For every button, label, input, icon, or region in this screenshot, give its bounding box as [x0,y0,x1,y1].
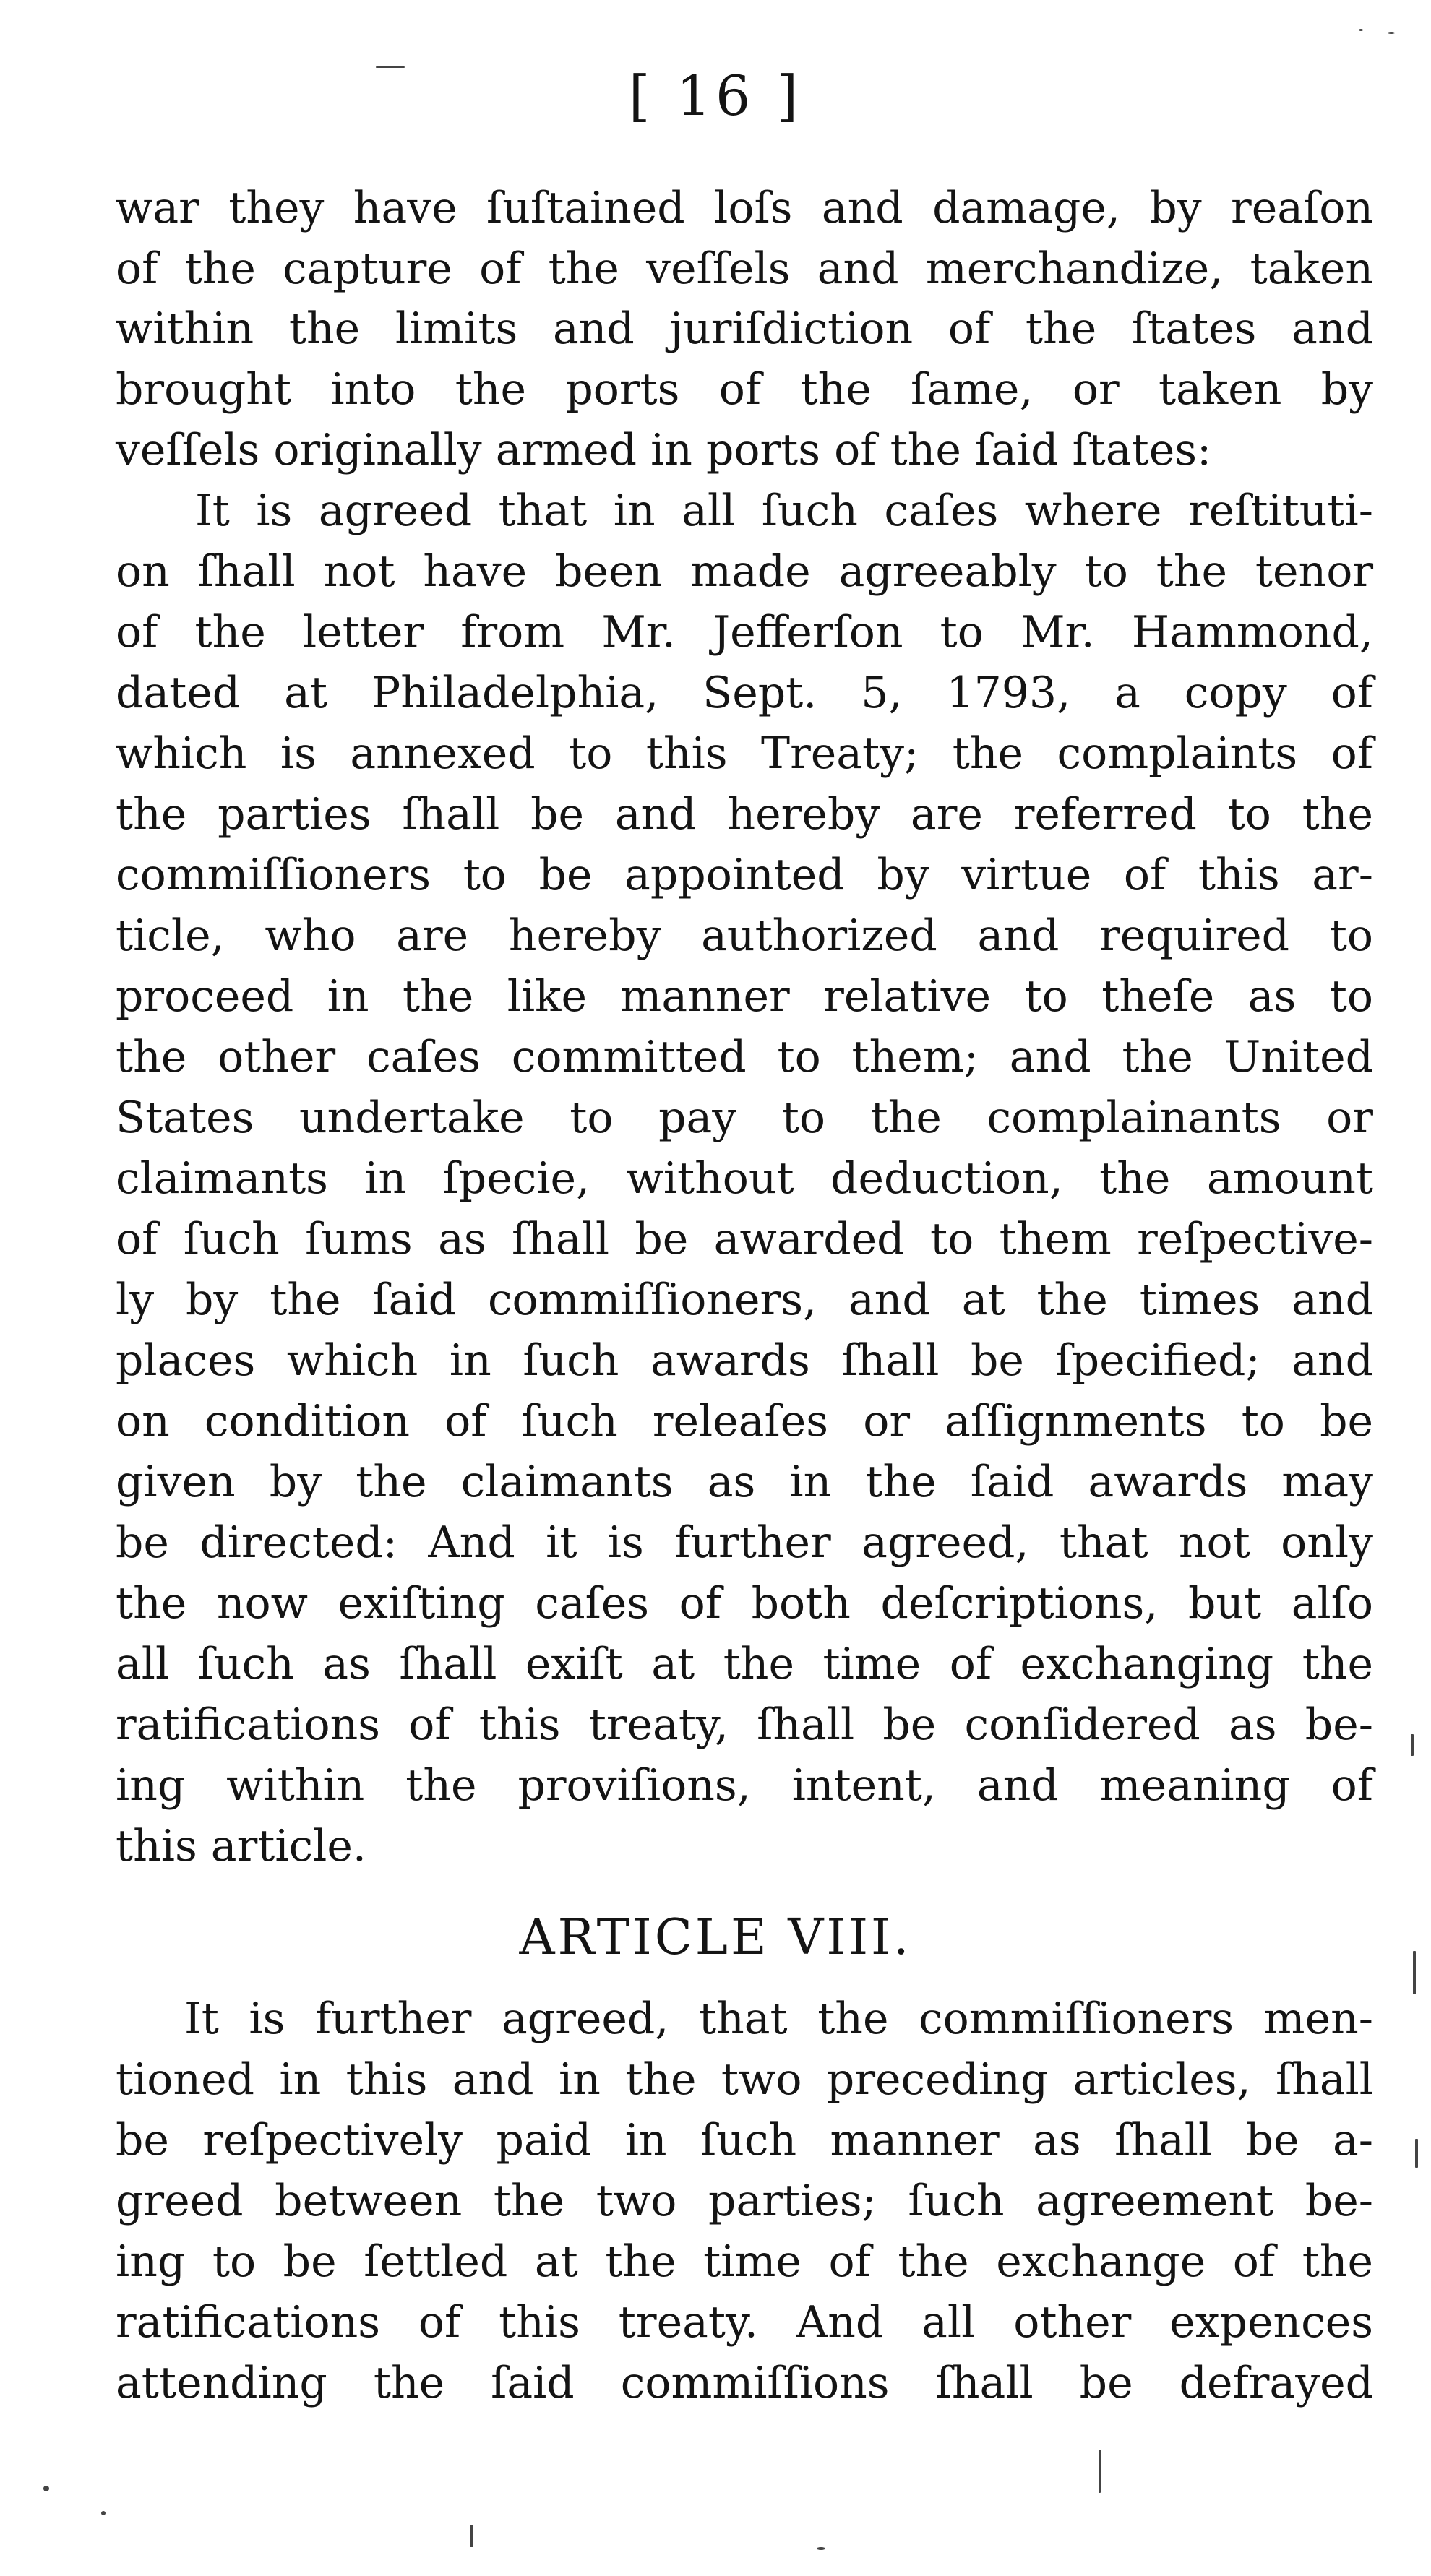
scan-speck [817,2547,825,2550]
paragraph-first-line: It is further agreed, that the commiſſioners men- [184,1994,1373,2044]
text-line: States undertake to pay to the complainants or [116,1093,1373,1143]
text-line: of the letter from Mr. Jefferſon to Mr. Hammond, [116,607,1373,658]
text-line: ing within the proviſions, intent, and meaning of [116,1760,1373,1811]
text-line: within the limits and juriſdiction of the ſtates and [116,303,1373,354]
article-heading: ARTICLE VIII. [519,1909,912,1966]
text-line: ly by the ſaid commiſſioners, and at the times and [116,1275,1373,1325]
text-line: places which in ſuch awards ſhall be ſpecified; and [116,1335,1373,1386]
text-line: be reſpectively paid in ſuch manner as ſhall be a- [116,2115,1373,2166]
scan-speck [1388,32,1395,34]
text-line: attending the ſaid commiſſions ſhall be defrayed [116,2358,1373,2408]
text-line: the parties ſhall be and hereby are referred to the [116,789,1373,840]
scan-speck [376,66,405,68]
text-line: which is annexed to this Treaty; the complaints of [116,728,1373,779]
text-line: this article. [116,1821,366,1871]
scan-speck [1099,2450,1101,2493]
text-line: of the capture of the veſſels and merchandize, taken [116,244,1373,294]
text-line: claimants in ſpecie, without deduction, the amount [116,1153,1373,1204]
text-line: tioned in this and in the two preceding articles, ſhall [116,2054,1373,2105]
scan-speck [1413,1951,1416,1994]
text-line: ticle, who are hereby authorized and required to [116,910,1373,961]
text-line: ing to be ſettled at the time of the exchange of the [116,2236,1373,2287]
scan-speck [1411,1734,1414,1756]
text-line: on ſhall not have been made agreeably to the tenor [116,546,1373,597]
paragraph-first-line: It is agreed that in all ſuch caſes where reſtituti- [195,486,1373,536]
scan-speck [1415,2139,1418,2168]
text-line: war they have ſuſtained loſs and damage, by reaſon [116,183,1373,233]
text-line: commiſſioners to be appointed by virtue of this ar- [116,850,1373,900]
text-line: all ſuch as ſhall exiſt at the time of exchanging the [116,1639,1373,1689]
text-line: dated at Philadelphia, Sept. 5, 1793, a copy of [116,668,1373,718]
text-line: on condition of ſuch releaſes or aſſignments to be [116,1396,1373,1447]
text-line: proceed in the like manner relative to theſe as to [116,971,1373,1022]
page-number: [ 16 ] [628,64,803,128]
scan-speck [1359,29,1363,31]
text-line: of ſuch ſums as ſhall be awarded to them reſpective- [116,1214,1373,1265]
text-line: ratifications of this treaty, ſhall be conſidered as be- [116,1700,1373,1750]
scan-speck [43,2486,49,2491]
text-line: veſſels originally armed in ports of the ſaid ſtates: [116,425,1212,475]
scan-speck [101,2511,106,2515]
text-line: the now exiſting caſes of both deſcriptions, but alſo [116,1578,1373,1629]
text-line: the other caſes committed to them; and the United [116,1032,1373,1082]
text-line: brought into the ports of the ſame, or taken by [116,364,1373,415]
text-line: greed between the two parties; ſuch agreement be- [116,2176,1373,2226]
text-line: ratifications of this treaty. And all other expences [116,2297,1373,2348]
text-line: given by the claimants as in the ſaid awards may [116,1457,1373,1507]
text-line: be directed: And it is further agreed, that not only [116,1517,1373,1568]
scan-speck [470,2525,473,2547]
